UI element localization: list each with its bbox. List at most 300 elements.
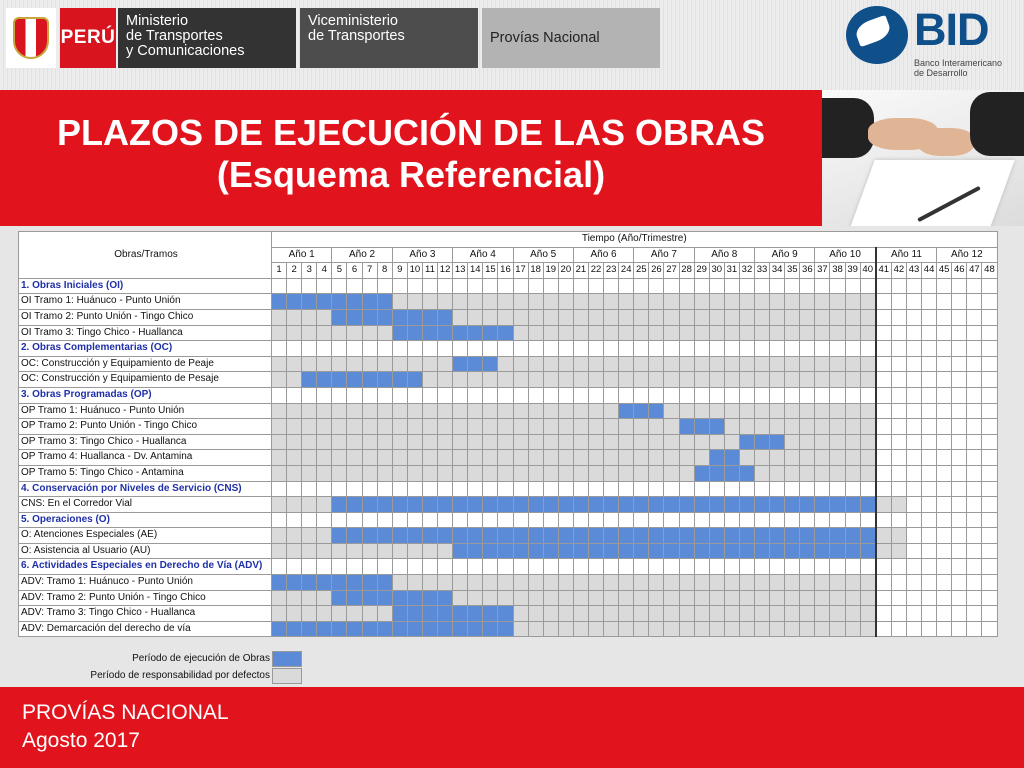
execution-bar-cell — [724, 465, 739, 481]
responsibility-cell — [317, 465, 332, 481]
timeline-cell — [739, 387, 754, 403]
responsibility-cell — [513, 434, 528, 450]
timeline-cell — [513, 481, 528, 497]
responsibility-cell — [573, 403, 588, 419]
timeline-cell — [952, 309, 967, 325]
timeline-cell — [891, 372, 906, 388]
execution-bar-cell — [513, 543, 528, 559]
responsibility-cell — [528, 356, 543, 372]
responsibility-cell — [407, 403, 422, 419]
row-label: ADV: Demarcación del derecho de vía — [19, 621, 272, 637]
responsibility-cell — [634, 372, 649, 388]
responsibility-cell — [513, 575, 528, 591]
timeline-cell — [982, 387, 997, 403]
responsibility-cell — [513, 325, 528, 341]
timeline-cell — [604, 387, 619, 403]
responsibility-cell — [483, 434, 498, 450]
timeline-cell — [483, 559, 498, 575]
responsibility-cell — [619, 294, 634, 310]
timeline-cell — [876, 419, 892, 435]
timeline-cell — [982, 294, 997, 310]
timeline-cell — [347, 341, 362, 357]
timeline-cell — [815, 481, 830, 497]
responsibility-cell — [770, 450, 785, 466]
timeline-cell — [649, 481, 664, 497]
responsibility-cell — [724, 325, 739, 341]
execution-bar-cell — [634, 497, 649, 513]
execution-bar-cell — [483, 528, 498, 544]
document-paper — [849, 160, 1014, 226]
responsibility-cell — [543, 465, 558, 481]
timeline-cell — [694, 341, 709, 357]
timeline-cell — [967, 497, 982, 513]
responsibility-cell — [347, 356, 362, 372]
execution-bar-cell — [634, 403, 649, 419]
responsibility-cell — [619, 590, 634, 606]
responsibility-cell — [634, 606, 649, 622]
responsibility-cell — [543, 372, 558, 388]
responsibility-cell — [317, 325, 332, 341]
responsibility-cell — [558, 403, 573, 419]
timeline-cell — [453, 481, 468, 497]
execution-bar-cell — [664, 528, 679, 544]
timeline-cell — [922, 387, 937, 403]
responsibility-cell — [543, 450, 558, 466]
timeline-cell — [845, 559, 860, 575]
timeline-cell — [967, 419, 982, 435]
execution-bar-cell — [347, 621, 362, 637]
execution-bar-cell — [377, 309, 392, 325]
quarter-header: 17 — [513, 263, 528, 279]
responsibility-cell — [860, 372, 876, 388]
timeline-cell — [906, 294, 921, 310]
responsibility-cell — [287, 590, 302, 606]
responsibility-cell — [558, 450, 573, 466]
timeline-cell — [649, 341, 664, 357]
execution-bar-cell — [287, 575, 302, 591]
execution-bar-cell — [619, 403, 634, 419]
timeline-cell — [634, 278, 649, 294]
quarter-header: 32 — [739, 263, 754, 279]
responsibility-cell — [588, 575, 603, 591]
execution-bar-cell — [362, 575, 377, 591]
responsibility-cell — [422, 419, 437, 435]
timeline-cell — [679, 481, 694, 497]
timeline-cell — [468, 278, 483, 294]
responsibility-cell — [604, 465, 619, 481]
ministry-label — [118, 8, 296, 68]
responsibility-cell — [438, 294, 453, 310]
peru-logo: PERÚ — [60, 8, 116, 68]
responsibility-cell — [513, 419, 528, 435]
timeline-cell — [906, 512, 921, 528]
responsibility-cell — [876, 528, 892, 544]
timeline-cell — [952, 559, 967, 575]
responsibility-cell — [845, 309, 860, 325]
responsibility-cell — [558, 575, 573, 591]
responsibility-cell — [860, 419, 876, 435]
timeline-cell — [876, 590, 892, 606]
col-header-obras: Obras/Tramos — [19, 232, 272, 279]
table-row — [19, 294, 998, 310]
responsibility-cell — [407, 356, 422, 372]
responsibility-cell — [588, 606, 603, 622]
execution-bar-cell — [619, 497, 634, 513]
responsibility-cell — [468, 372, 483, 388]
responsibility-cell — [543, 606, 558, 622]
execution-bar-cell — [815, 528, 830, 544]
timeline-cell — [664, 481, 679, 497]
responsibility-cell — [588, 372, 603, 388]
timeline-cell — [800, 512, 815, 528]
timeline-cell — [967, 575, 982, 591]
year-header: Año 12 — [937, 247, 997, 263]
responsibility-cell — [483, 419, 498, 435]
timeline-cell — [830, 512, 845, 528]
responsibility-cell — [800, 590, 815, 606]
responsibility-cell — [724, 372, 739, 388]
right-hand — [918, 128, 974, 156]
responsibility-cell — [588, 590, 603, 606]
execution-bar-cell — [770, 528, 785, 544]
timeline-cell — [453, 512, 468, 528]
timeline-cell — [739, 278, 754, 294]
timeline-cell — [709, 278, 724, 294]
timeline-cell — [922, 309, 937, 325]
execution-bar-cell — [392, 528, 407, 544]
timeline-cell — [800, 481, 815, 497]
responsibility-cell — [287, 528, 302, 544]
quarter-header: 28 — [679, 263, 694, 279]
execution-bar-cell — [438, 325, 453, 341]
execution-bar-cell — [694, 465, 709, 481]
year-header: Año 3 — [392, 247, 452, 263]
timeline-cell — [891, 450, 906, 466]
timeline-cell — [513, 278, 528, 294]
execution-bar-cell — [347, 590, 362, 606]
quarter-header: 44 — [922, 263, 937, 279]
execution-bar-cell — [528, 528, 543, 544]
timeline-cell — [498, 278, 513, 294]
year-header: Año 2 — [332, 247, 392, 263]
quarter-header: 35 — [785, 263, 800, 279]
timeline-cell — [906, 403, 921, 419]
responsibility-cell — [543, 590, 558, 606]
timeline-cell — [937, 387, 952, 403]
timeline-cell — [770, 341, 785, 357]
execution-bar-cell — [528, 543, 543, 559]
execution-bar-cell — [724, 528, 739, 544]
responsibility-cell — [483, 403, 498, 419]
responsibility-cell — [573, 465, 588, 481]
responsibility-cell — [498, 372, 513, 388]
execution-bar-cell — [679, 419, 694, 435]
responsibility-cell — [860, 590, 876, 606]
responsibility-cell — [830, 294, 845, 310]
quarter-header: 23 — [604, 263, 619, 279]
responsibility-cell — [664, 372, 679, 388]
responsibility-cell — [800, 372, 815, 388]
timeline-cell — [785, 278, 800, 294]
timeline-cell — [573, 387, 588, 403]
quarter-header: 37 — [815, 263, 830, 279]
execution-bar-cell — [287, 621, 302, 637]
execution-bar-cell — [724, 450, 739, 466]
timeline-cell — [468, 341, 483, 357]
execution-bar-cell — [362, 528, 377, 544]
responsibility-cell — [362, 403, 377, 419]
responsibility-cell — [528, 434, 543, 450]
responsibility-cell — [770, 403, 785, 419]
responsibility-cell — [558, 419, 573, 435]
timeline-cell — [952, 497, 967, 513]
timeline-cell — [664, 512, 679, 528]
responsibility-cell — [709, 356, 724, 372]
execution-bar-cell — [845, 497, 860, 513]
execution-bar-cell — [438, 528, 453, 544]
timeline-cell — [785, 481, 800, 497]
timeline-cell — [634, 387, 649, 403]
timeline-cell — [558, 512, 573, 528]
responsibility-cell — [498, 590, 513, 606]
responsibility-cell — [407, 575, 422, 591]
responsibility-cell — [332, 465, 347, 481]
timeline-cell — [967, 621, 982, 637]
top-header — [0, 0, 1024, 90]
responsibility-cell — [770, 590, 785, 606]
table-row — [19, 590, 998, 606]
section-label: 4. Conservación por Niveles de Servicio (CNS) — [19, 481, 272, 497]
timeline-cell — [588, 512, 603, 528]
responsibility-cell — [845, 590, 860, 606]
execution-bar-cell — [664, 543, 679, 559]
timeline-cell — [422, 341, 437, 357]
execution-bar-cell — [800, 497, 815, 513]
responsibility-cell — [543, 434, 558, 450]
responsibility-cell — [588, 309, 603, 325]
responsibility-cell — [649, 356, 664, 372]
quarter-header: 2 — [287, 263, 302, 279]
timeline-cell — [679, 387, 694, 403]
responsibility-cell — [739, 590, 754, 606]
timeline-cell — [755, 387, 770, 403]
responsibility-cell — [604, 372, 619, 388]
timeline-cell — [438, 481, 453, 497]
provias-label: Provías Nacional — [482, 8, 660, 68]
timeline-cell — [967, 559, 982, 575]
row-label: ADV: Tramo 2: Punto Unión - Tingo Chico — [19, 590, 272, 606]
execution-bar-cell — [830, 543, 845, 559]
timeline-cell — [937, 590, 952, 606]
timeline-cell — [770, 387, 785, 403]
timeline-cell — [967, 528, 982, 544]
timeline-cell — [906, 341, 921, 357]
timeline-cell — [483, 341, 498, 357]
execution-bar-cell — [483, 606, 498, 622]
responsibility-cell — [739, 309, 754, 325]
responsibility-cell — [709, 621, 724, 637]
timeline-cell — [952, 481, 967, 497]
timeline-cell — [604, 481, 619, 497]
responsibility-cell — [739, 450, 754, 466]
responsibility-cell — [694, 294, 709, 310]
right-sleeve — [970, 92, 1024, 156]
timeline-cell — [785, 559, 800, 575]
responsibility-cell — [513, 372, 528, 388]
timeline-cell — [362, 387, 377, 403]
timeline-cell — [922, 434, 937, 450]
quarter-header: 9 — [392, 263, 407, 279]
timeline-cell — [558, 278, 573, 294]
timeline-cell — [302, 341, 317, 357]
bid-sub-line-2: de Desarrollo — [914, 68, 968, 78]
timeline-cell — [498, 341, 513, 357]
execution-bar-cell — [392, 590, 407, 606]
timeline-cell — [922, 481, 937, 497]
timeline-cell — [876, 403, 892, 419]
timeline-cell — [287, 278, 302, 294]
execution-bar-cell — [453, 356, 468, 372]
responsibility-cell — [483, 372, 498, 388]
timeline-cell — [906, 481, 921, 497]
responsibility-cell — [815, 419, 830, 435]
footer-date: Agosto 2017 — [22, 729, 140, 752]
responsibility-cell — [287, 606, 302, 622]
table-row — [19, 575, 998, 591]
responsibility-cell — [392, 434, 407, 450]
responsibility-cell — [573, 309, 588, 325]
responsibility-cell — [513, 294, 528, 310]
responsibility-cell — [664, 434, 679, 450]
responsibility-cell — [573, 356, 588, 372]
timeline-cell — [876, 309, 892, 325]
execution-bar-cell — [573, 543, 588, 559]
timeline-cell — [588, 278, 603, 294]
responsibility-cell — [392, 575, 407, 591]
responsibility-cell — [422, 372, 437, 388]
responsibility-cell — [830, 575, 845, 591]
responsibility-cell — [604, 356, 619, 372]
responsibility-cell — [528, 575, 543, 591]
responsibility-cell — [302, 528, 317, 544]
timeline-cell — [800, 387, 815, 403]
responsibility-cell — [785, 575, 800, 591]
responsibility-cell — [800, 294, 815, 310]
timeline-cell — [392, 481, 407, 497]
quarter-header: 46 — [952, 263, 967, 279]
timeline-cell — [922, 528, 937, 544]
responsibility-cell — [634, 294, 649, 310]
execution-bar-cell — [830, 497, 845, 513]
timeline-cell — [952, 387, 967, 403]
quarter-header: 34 — [770, 263, 785, 279]
responsibility-cell — [347, 325, 362, 341]
responsibility-cell — [724, 621, 739, 637]
responsibility-cell — [664, 309, 679, 325]
execution-bar-cell — [694, 528, 709, 544]
responsibility-cell — [528, 465, 543, 481]
bid-logo — [844, 2, 1014, 82]
timeline-cell — [287, 387, 302, 403]
timeline-cell — [377, 341, 392, 357]
timeline-cell — [347, 278, 362, 294]
responsibility-cell — [800, 434, 815, 450]
responsibility-cell — [724, 606, 739, 622]
timeline-cell — [967, 434, 982, 450]
timeline-cell — [906, 450, 921, 466]
timeline-cell — [876, 356, 892, 372]
timeline-cell — [860, 341, 876, 357]
timeline-cell — [362, 559, 377, 575]
responsibility-cell — [468, 450, 483, 466]
responsibility-cell — [800, 450, 815, 466]
timeline-cell — [982, 434, 997, 450]
timeline-cell — [770, 278, 785, 294]
execution-bar-cell — [332, 528, 347, 544]
section-label: 1. Obras Iniciales (OI) — [19, 278, 272, 294]
timeline-cell — [982, 450, 997, 466]
timeline-cell — [347, 559, 362, 575]
timeline-cell — [967, 278, 982, 294]
title-banner — [0, 90, 822, 226]
timeline-cell — [815, 278, 830, 294]
responsibility-cell — [709, 294, 724, 310]
responsibility-cell — [377, 356, 392, 372]
execution-bar-cell — [468, 356, 483, 372]
timeline-cell — [952, 278, 967, 294]
responsibility-cell — [362, 325, 377, 341]
responsibility-cell — [528, 419, 543, 435]
quarter-header: 47 — [967, 263, 982, 279]
timeline-cell — [664, 278, 679, 294]
timeline-cell — [952, 325, 967, 341]
timeline-cell — [453, 387, 468, 403]
execution-bar-cell — [845, 543, 860, 559]
timeline-cell — [906, 606, 921, 622]
responsibility-cell — [422, 434, 437, 450]
timeline-cell — [407, 481, 422, 497]
year-header: Año 5 — [513, 247, 573, 263]
execution-bar-cell — [347, 294, 362, 310]
timeline-cell — [982, 325, 997, 341]
timeline-cell — [937, 294, 952, 310]
timeline-cell — [558, 341, 573, 357]
responsibility-cell — [302, 419, 317, 435]
responsibility-cell — [845, 325, 860, 341]
responsibility-cell — [709, 309, 724, 325]
execution-bar-cell — [739, 543, 754, 559]
responsibility-cell — [573, 434, 588, 450]
responsibility-cell — [785, 590, 800, 606]
responsibility-cell — [407, 465, 422, 481]
responsibility-cell — [634, 575, 649, 591]
execution-bar-cell — [755, 528, 770, 544]
quarter-header: 31 — [724, 263, 739, 279]
section-row — [19, 481, 998, 497]
responsibility-cell — [422, 450, 437, 466]
responsibility-cell — [558, 434, 573, 450]
timeline-cell — [513, 559, 528, 575]
responsibility-cell — [876, 497, 892, 513]
timeline-cell — [468, 387, 483, 403]
responsibility-cell — [604, 606, 619, 622]
responsibility-cell — [755, 419, 770, 435]
responsibility-cell — [634, 434, 649, 450]
timeline-cell — [922, 419, 937, 435]
responsibility-cell — [785, 294, 800, 310]
responsibility-cell — [649, 309, 664, 325]
execution-bar-cell — [664, 497, 679, 513]
